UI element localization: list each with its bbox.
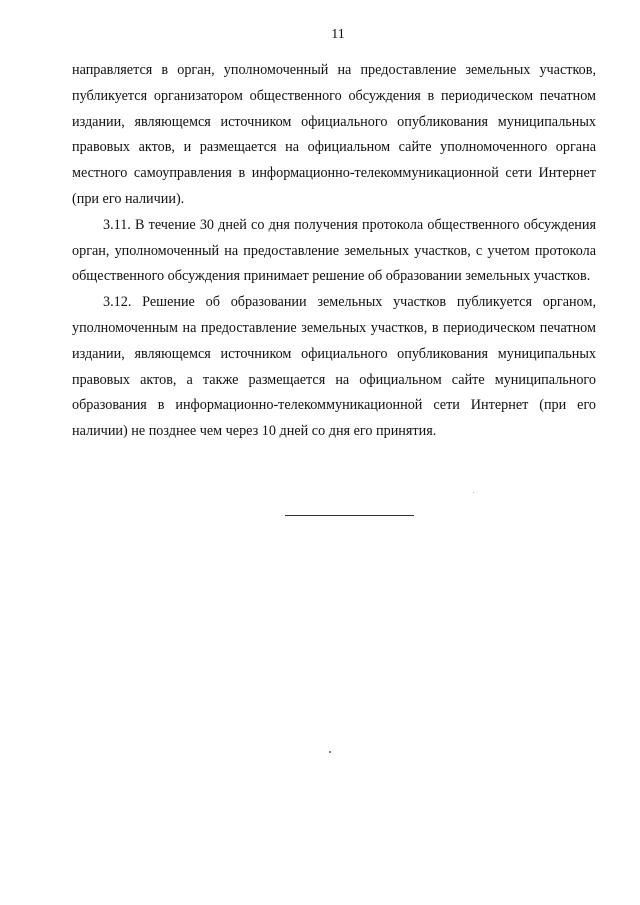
page-number: 11 — [331, 27, 345, 42]
paragraph-3-12: 3.12. Решение об образовании земельных участков публикуется органом, уполномоченным на предоставление земельных участков, в периодическом печатном издании, являющемся источником официального опубликования муниципальных правовых актов, а также размещается на официальном сайте муниципального образования в информационно-телекоммуникационной сети Интернет (при его наличии) не позднее чем через 10 дней со дня его принятия. — [72, 294, 596, 440]
scan-speck — [329, 751, 331, 753]
document-body — [72, 58, 596, 445]
paragraph-3-11: 3.11. В течение 30 дней со дня получения протокола общественного обсуждения орган, уполномоченный на предоставление земельных участков, с учетом протокола общественного обсуждения принимает решение об образовании земельных участков. — [72, 216, 596, 285]
closing-divider — [285, 515, 414, 516]
scan-speck — [473, 492, 474, 493]
paragraph-continuation: направляется в орган, уполномоченный на предоставление земельных участков, публикуется организатором общественного обсуждения в периодическом печатном издании, являющемся источником официального опубликования муниципальных правовых актов, и размещается на официальном сайте уполномоченного органа местного самоуправления в информационно-телекоммуникационной сети Интернет (при его наличии). — [72, 62, 596, 207]
